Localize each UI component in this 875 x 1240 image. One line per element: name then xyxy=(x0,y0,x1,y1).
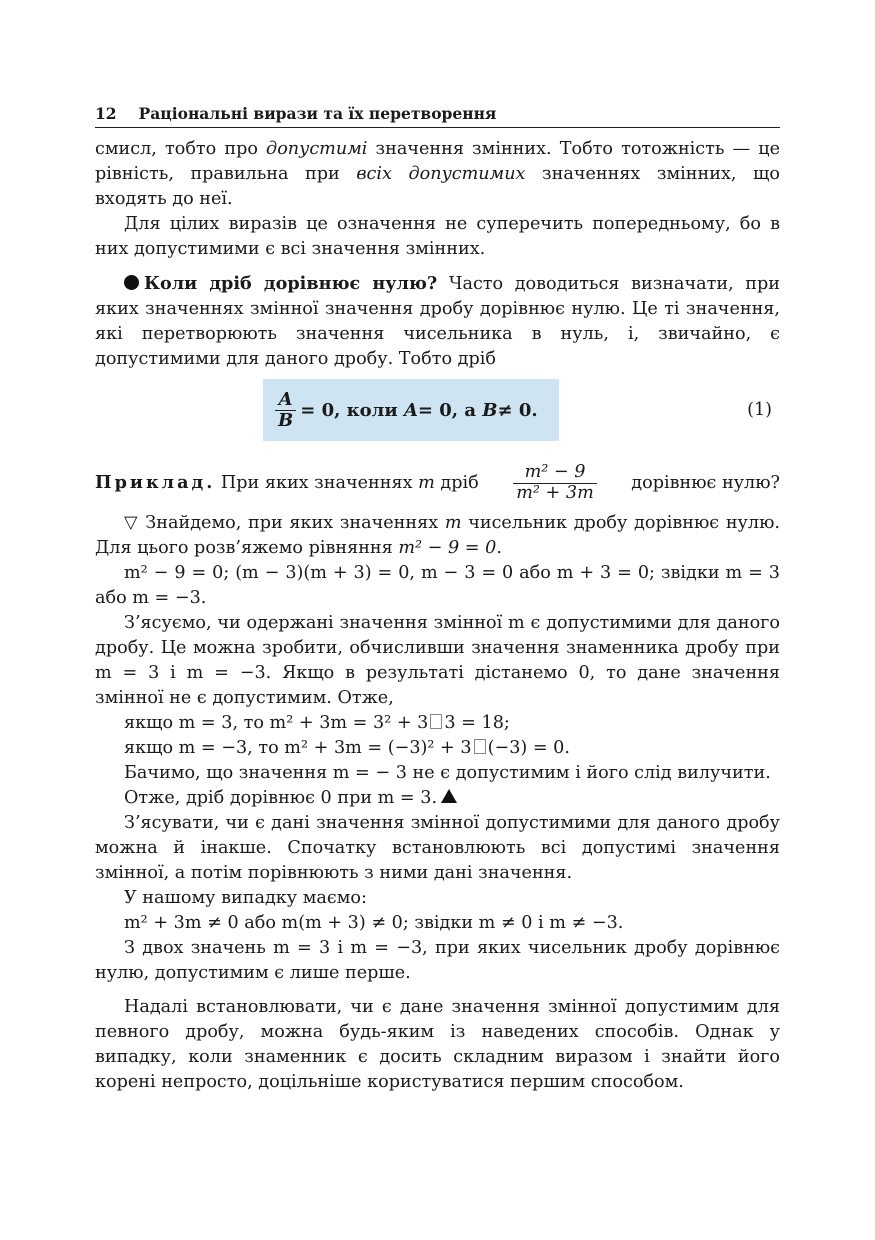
text: При яких значеннях xyxy=(220,473,419,493)
example-statement xyxy=(95,455,780,511)
text: Отже, дріб дорівнює 0 при m = 3. xyxy=(124,788,438,808)
fraction-denominator: m² + 3m xyxy=(516,482,594,503)
formula-text: = 0, а xyxy=(417,399,476,421)
italic-term: допустимі xyxy=(266,139,368,159)
paragraph-our-case: У нашому випадку маємо: xyxy=(124,888,367,908)
formula-var: A xyxy=(403,399,418,421)
text: (−3) = 0. xyxy=(487,738,570,758)
text: якщо m = −3, то m² + 3m = (−3)² + 3 xyxy=(124,738,472,758)
solution-step-2: m² − 9 = 0; (m − 3)(m + 3) = 0, m − 3 = 0 або m + 3 = 0; звідки m = 3 або m = −3. xyxy=(95,563,780,608)
multiplication-placeholder-icon xyxy=(430,714,442,729)
paragraph-methods: Надалі встановлювати, чи є дане значення змінної допустимим для певного дробу, можна будь-яким із наведених способів. Однак у випадку, коли знаменник є досить складним виразом і знайти його корені непросто, доцільніше користуватися першим способом. xyxy=(95,997,780,1092)
variable: m xyxy=(418,473,435,493)
text: значеннях змінних, що входять до неї. xyxy=(95,164,780,209)
text: дріб xyxy=(434,473,479,493)
variable: m xyxy=(444,513,462,533)
page xyxy=(95,104,780,1095)
text: Часто доводиться визначати, при яких значеннях змінної значення дробу дорівнює нулю. Це ті значення, які перетворюють значення чисельника в нуль, і, звичайно, є допустимими для даного дробу. Тобто дріб xyxy=(95,274,781,369)
text: . xyxy=(496,538,502,558)
text: чисельник дробу дорівнює нулю. Для цього розв’яжемо рівняння xyxy=(95,513,780,558)
text: смисл, тобто про xyxy=(95,139,267,159)
bullet-dot-icon xyxy=(124,275,139,290)
formula-number: (1) xyxy=(747,400,772,420)
section-heading: Коли дріб дорівнює нулю? xyxy=(144,273,438,294)
text: якщо m = 3, то m² + 3m = 3² + 3 xyxy=(124,713,429,733)
text: дорівнює нулю? xyxy=(631,472,780,493)
text: 3 = 18; xyxy=(444,713,510,733)
formula-box xyxy=(263,379,559,441)
example-fraction xyxy=(513,463,597,503)
formula-text: = 0, коли xyxy=(300,399,398,421)
solution-start-icon: ▽ xyxy=(124,513,139,533)
fraction-numerator: A xyxy=(278,388,293,410)
running-header xyxy=(95,104,780,128)
page-body xyxy=(95,137,780,1095)
page-number: 12 xyxy=(95,104,117,123)
example-left xyxy=(95,470,479,496)
multiplication-placeholder-icon xyxy=(474,739,486,754)
solution-step-1 xyxy=(95,511,780,561)
fraction-numerator: m² − 9 xyxy=(524,462,586,483)
formula-var: B xyxy=(482,399,498,421)
paragraph-condition: m² + 3m ≠ 0 або m(m + 3) ≠ 0; звідки m ≠ 0 і m ≠ −3. xyxy=(124,913,624,933)
solution-end-triangle-icon xyxy=(441,789,457,803)
paragraph-identity xyxy=(95,137,780,212)
fraction-denominator: B xyxy=(278,409,294,431)
calc-line-1 xyxy=(95,711,780,736)
text: Знайдемо, при яких значеннях xyxy=(138,513,445,533)
fraction-a-over-b xyxy=(275,390,296,431)
formula-text: ≠ 0. xyxy=(497,399,538,421)
equation: m² − 9 = 0 xyxy=(398,538,497,558)
paragraph-alternative: З’ясувати, чи є дані значення змінної допустимими для даного дробу можна й інакше. Спочатку встановлюють всі допустимі значення змінної, а потім порівнюють з ними дані значення. xyxy=(95,813,780,883)
solution-step-5 xyxy=(95,786,780,811)
paragraph-zero-fraction xyxy=(95,271,780,372)
example-label: Приклад. xyxy=(95,472,216,493)
paragraph-conclusion: З двох значень m = 3 і m = −3, при яких чисельник дробу дорівнює нулю, допустимим є лише перше. xyxy=(95,938,780,983)
solution-step-4: Бачимо, що значення m = − 3 не є допустимим і його слід вилучити. xyxy=(124,763,771,783)
chapter-title: Раціональні вирази та їх перетворення xyxy=(138,104,497,123)
text: значення змінних. Тобто тотожність — це рівність, правильна при xyxy=(95,139,780,184)
italic-term: всіх допустимих xyxy=(356,164,526,184)
solution-step-3: З’ясуємо, чи одержані значення змінної m є допустимими для даного дробу. Це можна зробити, обчисливши значення знаменника дробу при m = 3 і m = −3. Якщо в результаті дістанемо 0, то дане значення змінної не є допустимим. Отже, xyxy=(95,613,780,708)
calc-line-2 xyxy=(95,736,780,761)
formula-row xyxy=(95,379,780,445)
paragraph-integer-expressions: Для цілих виразів це означення не суперечить попередньому, бо в них допустимими є всі значення змінних. xyxy=(95,214,780,259)
